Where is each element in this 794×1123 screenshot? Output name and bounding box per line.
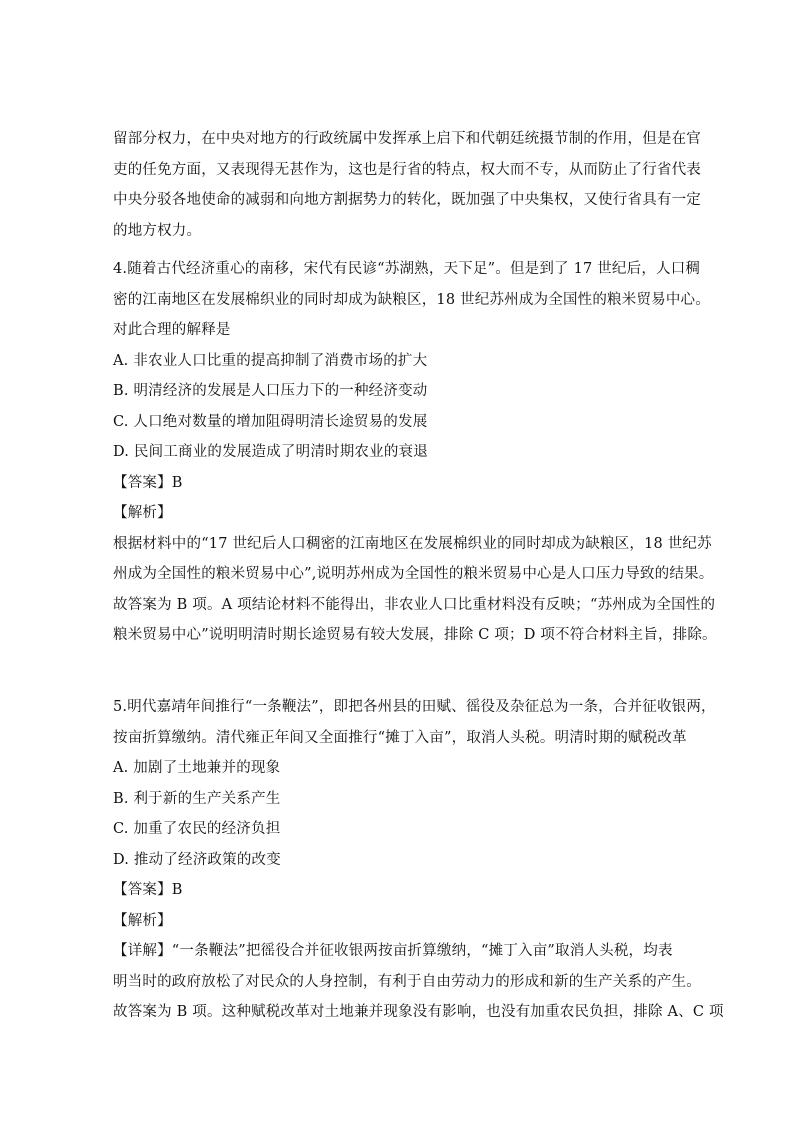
question-stem-line: 5.明代嘉靖年间推行“一条鞭法”，即把各州县的田赋、徭役及杂征总为一条，合并征收银两， <box>113 699 716 715</box>
analysis-line: 州成为全国性的粮米贸易中心”,说明苏州成为全国性的粮米贸易中心是人口压力导致的结果。 <box>113 566 714 582</box>
analysis-line: 明当时的政府放松了对民众的人身控制，有利于自由劳动力的形成和新的生产关系的产生。 <box>113 973 701 990</box>
option-d: D. 民间工商业的发展造成了明清时期农业的衰退 <box>113 444 428 460</box>
option-b: B. 利于新的生产关系产生 <box>113 790 281 807</box>
question-stem-line: 对此合理的解释是 <box>113 322 231 338</box>
option-a: A. 加剧了土地兼并的现象 <box>113 760 281 776</box>
question-5 <box>113 692 724 1028</box>
analysis-line: 【详解】“一条鞭法”把徭役合并征收银两按亩折算缴纳，“摊丁入亩”取消人头税，均表 <box>113 943 673 959</box>
option-a: A. 非农业人口比重的提高抑制了消费市场的扩大 <box>113 352 428 369</box>
text-line: 留部分权力，在中央对地方的行政统属中发挥承上启下和代朝廷统摄节制的作用，但是在官 <box>113 131 701 147</box>
analysis-line: 粮米贸易中心”说明明清时期长途贸易有较大发展，排除 C 项；D 项不符合材料主旨，排除。 <box>113 627 717 643</box>
analysis-line: 故答案为 B 项。这种赋税改革对土地兼并现象没有影响，也没有加重农民负担，排除 A、C 项 <box>113 1004 724 1020</box>
option-c: C. 人口绝对数量的增加阻碍明清长途贸易的发展 <box>113 413 428 430</box>
text-line: 吏的任免方面，又表现得无甚作为，这也是行省的特点，权大而不专，从而防止了行省代表 <box>113 161 701 178</box>
question-stem-line: 密的江南地区在发展棉织业的同时却成为缺粮区，18 世纪苏州成为全国性的粮米贸易中心。 <box>113 291 710 308</box>
option-d: D. 推动了经济政策的改变 <box>113 851 281 868</box>
analysis-label: 【解析】 <box>113 505 172 521</box>
option-c: C. 加重了农民的经济负担 <box>113 821 281 837</box>
question-stem-line: 按亩折算缴纳。清代雍正年间又全面推行“摊丁入亩”，取消人头税。明清时期的赋税改革 <box>113 729 687 746</box>
intro-paragraph <box>113 124 701 246</box>
analysis-label: 【解析】 <box>113 912 172 929</box>
question-4 <box>113 254 717 651</box>
option-b: B. 明清经济的发展是人口压力下的一种经济变动 <box>113 383 428 399</box>
question-stem-line: 4.随着古代经济重心的南移，宋代有民谚“苏湖熟，天下足”。但是到了 17 世纪后，人口稠 <box>113 261 701 277</box>
text-line: 中央分驳各地使命的减弱和向地方割据势力的转化，既加强了中央集权，又使行省具有一定 <box>113 192 701 208</box>
answer-label: 【答案】B <box>113 882 183 898</box>
analysis-line: 根据材料中的“17 世纪后人口稠密的江南地区在发展棉织业的同时却成为缺粮区，18 世纪苏 <box>113 535 712 552</box>
answer-label: 【答案】B <box>113 474 183 491</box>
text-line: 的地方权力。 <box>113 222 202 239</box>
analysis-line: 故答案为 B 项。A 项结论材料不能得出，非农业人口比重材料没有反映；“苏州成为全国性的 <box>113 596 716 613</box>
